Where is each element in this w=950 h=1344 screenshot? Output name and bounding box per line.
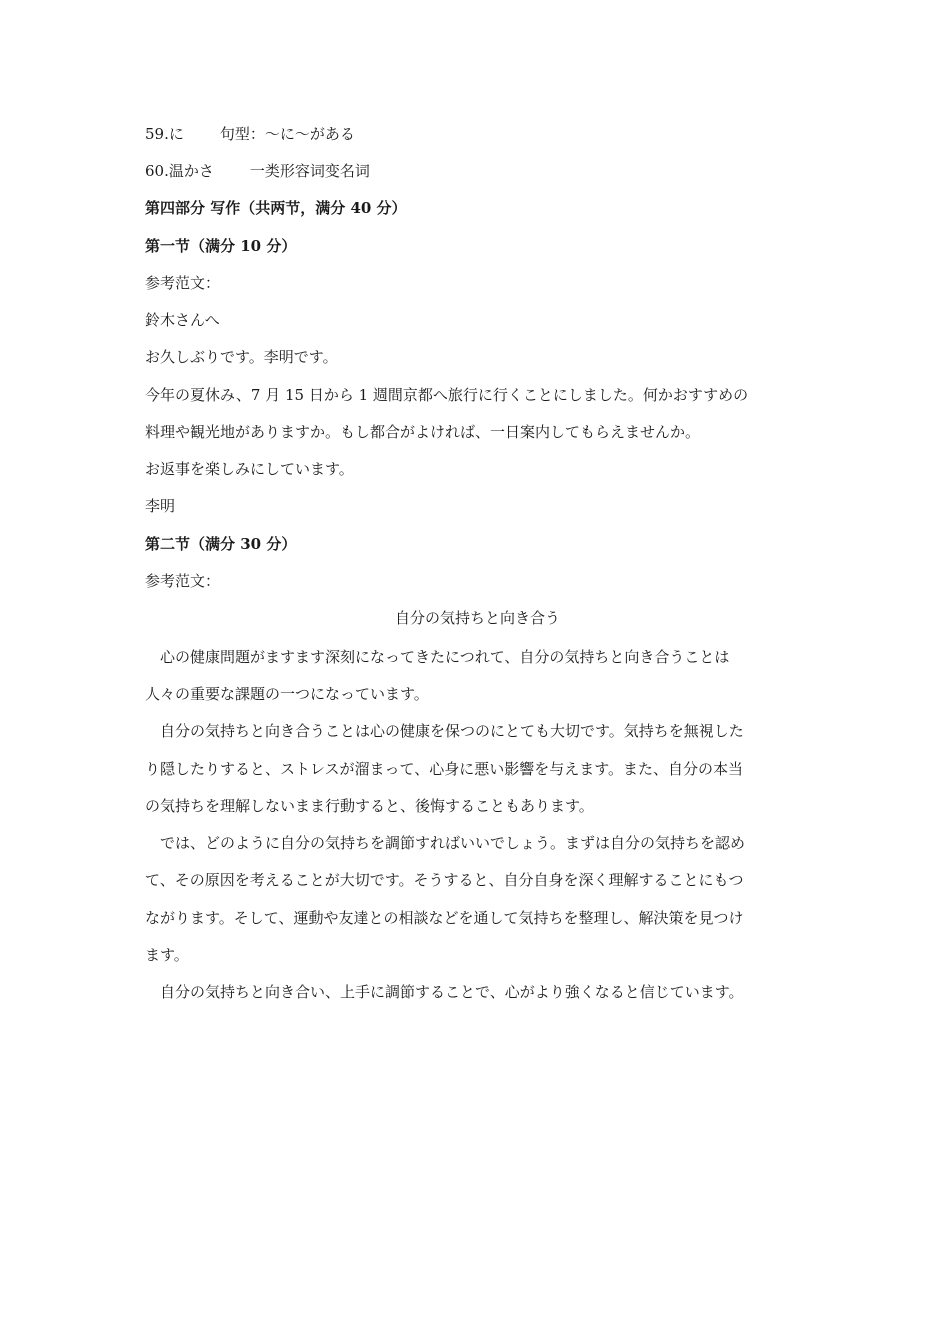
answer-text: に [168,125,184,143]
answer-60 [145,161,810,181]
letter-salutation: 鈴木さんへ [145,311,220,329]
answer-number: 60. [145,162,169,180]
letter-line: お久しぶりです。李明です。 [145,348,338,366]
essay-line: ながります。そして、運動や友達との相談などを通して気持ちを整理し、解決策を見つけ [145,909,744,927]
essay-line: 人々の重要な課題の一つになっています。 [145,685,429,703]
essay-line: ます。 [145,946,189,964]
answer-number: 59. [145,125,169,143]
essay-title: 自分の気持ちと向き合う [394,609,560,627]
part4-heading: 第四部分 写作（共两节，满分 40 分） [145,199,407,217]
essay-line: の気持ちを理解しないまま行動すると、後悔することもあります。 [145,797,594,815]
essay-line: 自分の気持ちと向き合うことは心の健康を保つのにとても大切です。気持ちを無視した [145,722,744,740]
section2-heading: 第二节（满分 30 分） [145,535,297,553]
essay-line: 心の健康問題がますます深刻になってきたにつれて、自分の気持ちと向き合うことは [145,648,730,666]
letter-line: 料理や観光地がありますか。もし都合がよければ、一日案内してもらえませんか。 [145,423,701,441]
letter-line: 今年の夏休み、7 月 15 日から 1 週間京都へ旅行に行くことにしました。何かおすすめの [145,386,749,404]
section2-sample-label: 参考范文： [145,572,221,590]
section1-heading: 第一节（满分 10 分） [145,237,297,255]
essay-line: て、その原因を考えることが大切です。そうすると、自分自身を深く理解することにもつ [145,871,744,889]
essay-line: 自分の気持ちと向き合い、上手に調節することで、心がより強くなると信じています。 [145,983,744,1001]
letter-signature: 李明 [145,497,176,515]
essay-line: では、どのように自分の気持ちを調節すればいいでしょう。まずは自分の気持ちを認め [145,834,746,852]
essay-line: り隠したりすると、ストレスが溜まって、心身に悪い影響を与えます。また、自分の本当 [145,760,744,778]
letter-line: お返事を楽しみにしています。 [145,460,354,478]
answer-59 [145,124,810,144]
answer-note: 句型：～に～がある [219,125,355,143]
section1-sample-label: 参考范文： [145,274,221,292]
answer-text: 温かさ [168,162,214,180]
answer-note: 一类形容词变名词 [249,162,370,180]
